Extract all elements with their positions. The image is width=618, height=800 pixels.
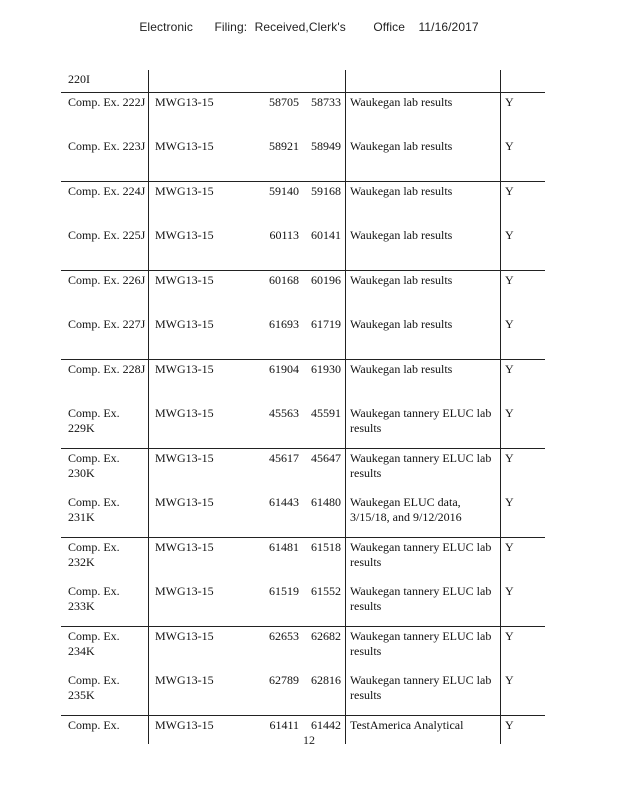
table-row (61, 271, 545, 316)
filing-header (0, 20, 618, 34)
exhibit-cell: Comp. Ex. 235K (68, 673, 120, 702)
table-row (61, 627, 545, 672)
table-row (61, 538, 545, 583)
exhibit-cell: Comp. Ex. 230K (61, 449, 149, 494)
start-number-cell: 62789 (269, 673, 299, 687)
description-cell: TestAmerica Analytical (346, 716, 501, 745)
end-number-cell: 59168 (301, 182, 346, 227)
end-number-cell: 61930 (301, 360, 346, 405)
end-number-cell: 45591 (311, 406, 341, 420)
description-cell: Waukegan tannery ELUC lab results (346, 404, 501, 449)
exhibit-table-body (61, 70, 545, 744)
table-row (61, 582, 545, 627)
exhibit-cell: 220I (68, 72, 90, 86)
description-cell: Waukegan lab results (346, 137, 501, 182)
end-number-cell: 62816 (311, 673, 341, 687)
end-number-cell: 61719 (311, 317, 341, 331)
page-number: 12 (303, 733, 315, 747)
end-number-cell: 61480 (311, 495, 341, 509)
description-cell: Waukegan tannery ELUC lab results (346, 627, 501, 672)
start-number-cell: 61693 (269, 317, 299, 331)
start-number-cell: 45617 (239, 449, 301, 494)
header-word-received: Received,Clerk's (254, 20, 346, 34)
flag-cell: Y (501, 93, 546, 138)
exhibit-cell: Comp. Ex. 223J (68, 139, 146, 153)
bates-prefix-cell: MWG13-15 (149, 716, 240, 745)
table-row (61, 360, 545, 405)
header-word-electronic: Electronic (139, 20, 194, 34)
flag-cell: Y (501, 226, 546, 271)
flag-cell: Y (501, 538, 546, 583)
bates-prefix-cell: MWG13-15 (149, 315, 240, 360)
flag-cell: Y (501, 449, 546, 494)
table-row (61, 137, 545, 182)
description-cell: Waukegan lab results (346, 360, 501, 405)
bates-prefix-cell: MWG13-15 (149, 271, 240, 316)
start-number-cell: 60113 (269, 228, 299, 242)
table-row (61, 70, 545, 93)
description-cell: Waukegan lab results (346, 93, 501, 138)
start-number-cell: 60168 (239, 271, 301, 316)
bates-prefix-cell: MWG13-15 (149, 493, 240, 538)
flag-cell: Y (501, 360, 546, 405)
table-row (61, 182, 545, 227)
bates-prefix-cell: MWG13-15 (149, 404, 240, 449)
start-number-cell: 45563 (269, 406, 299, 420)
table-row (61, 315, 545, 360)
start-number-cell: 59140 (239, 182, 301, 227)
exhibit-cell: Comp. Ex. 226J (61, 271, 149, 316)
end-number-cell: 60141 (311, 228, 341, 242)
bates-prefix-cell: MWG13-15 (149, 538, 240, 583)
exhibit-cell: Comp. Ex. 225J (68, 228, 146, 242)
header-word-filing: Filing: (214, 20, 248, 34)
bates-prefix-cell: MWG13-15 (149, 226, 240, 271)
description-cell: Waukegan tannery ELUC lab results (346, 582, 501, 627)
flag-cell: Y (501, 182, 546, 227)
exhibit-cell: Comp. Ex. 234K (61, 627, 149, 672)
start-number-cell: 62653 (239, 627, 301, 672)
description-cell: Waukegan tannery ELUC lab results (346, 449, 501, 494)
flag-cell: Y (501, 582, 546, 627)
exhibit-cell: Comp. Ex. 228J (61, 360, 149, 405)
table-row (61, 93, 545, 138)
table-row (61, 493, 545, 538)
table-row (61, 226, 545, 271)
end-number-cell: 45647 (301, 449, 346, 494)
bates-prefix-cell: MWG13-15 (149, 182, 240, 227)
bates-prefix-cell: MWG13-15 (149, 582, 240, 627)
exhibit-cell: Comp. Ex. 222J (61, 93, 149, 138)
exhibit-cell: Comp. Ex. 231K (68, 495, 120, 524)
header-date: 11/16/2017 (418, 20, 479, 34)
description-cell: Waukegan ELUC data, 3/15/18, and 9/12/2016 (346, 493, 501, 538)
start-number-cell: 61481 (239, 538, 301, 583)
exhibit-cell: Comp. Ex. 229K (68, 406, 120, 435)
bates-prefix-cell: MWG13-15 (149, 137, 240, 182)
start-number-cell: 58921 (269, 139, 299, 153)
bates-prefix-cell: MWG13-15 (149, 671, 240, 716)
exhibit-cell: Comp. Ex. (61, 716, 149, 745)
table-row (61, 449, 545, 494)
bates-prefix-cell: MWG13-15 (149, 627, 240, 672)
exhibit-cell: Comp. Ex. 224J (61, 182, 149, 227)
flag-cell: Y (501, 716, 546, 745)
flag-cell: Y (501, 271, 546, 316)
start-number-cell: 61904 (239, 360, 301, 405)
end-number-cell: 58733 (301, 93, 346, 138)
description-cell: Waukegan lab results (346, 226, 501, 271)
start-number-cell: 58705 (239, 93, 301, 138)
description-cell: Waukegan lab results (346, 271, 501, 316)
end-number-cell: 58949 (311, 139, 341, 153)
start-number-cell: 61443 (269, 495, 299, 509)
flag-cell: Y (501, 627, 546, 672)
end-number-cell: 62682 (301, 627, 346, 672)
description-cell: Waukegan tannery ELUC lab results (346, 538, 501, 583)
header-word-office: Office (373, 20, 406, 34)
bates-prefix-cell: MWG13-15 (149, 449, 240, 494)
bates-prefix-cell: MWG13-15 (149, 360, 240, 405)
flag-cell: Y (501, 404, 546, 449)
end-number-cell: 61518 (301, 538, 346, 583)
description-cell: Waukegan lab results (346, 182, 501, 227)
start-number-cell: 61519 (269, 584, 299, 598)
exhibit-cell: Comp. Ex. 227J (68, 317, 146, 331)
description-cell: Waukegan lab results (346, 315, 501, 360)
flag-cell: Y (501, 493, 546, 538)
exhibit-table (61, 70, 545, 744)
exhibit-cell: Comp. Ex. 232K (61, 538, 149, 583)
end-number-cell: 61552 (311, 584, 341, 598)
start-number-cell: 61411 (239, 716, 301, 745)
bates-prefix-cell: MWG13-15 (149, 93, 240, 138)
flag-cell: Y (501, 315, 546, 360)
flag-cell: Y (501, 671, 546, 716)
table-row (61, 671, 545, 716)
table-row (61, 404, 545, 449)
end-number-cell: 60196 (301, 271, 346, 316)
flag-cell: Y (501, 137, 546, 182)
description-cell: Waukegan tannery ELUC lab results (346, 671, 501, 716)
end-number-cell: 61442 (301, 716, 346, 745)
exhibit-cell: Comp. Ex. 233K (68, 584, 120, 613)
